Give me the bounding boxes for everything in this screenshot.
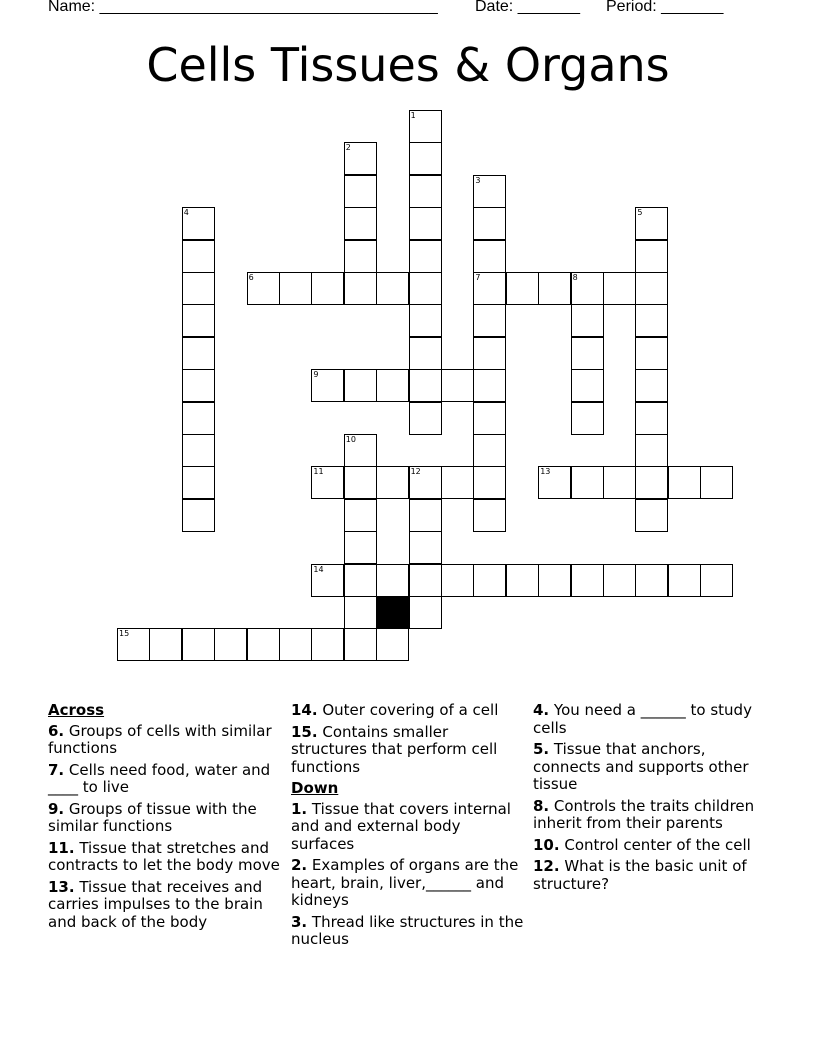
crossword-cell[interactable] [376,564,409,597]
crossword-cell[interactable] [635,564,668,597]
down-heading: Down [291,779,339,797]
crossword-cell[interactable] [409,564,442,597]
crossword-cell[interactable] [635,466,668,499]
crossword-cell[interactable] [182,402,215,435]
crossword-cell[interactable] [247,628,280,661]
crossword-cell[interactable] [344,207,377,240]
clue-text: Outer covering of a cell [317,701,499,719]
crossword-cell[interactable] [214,628,247,661]
crossword-cell[interactable] [376,272,409,305]
crossword-cell[interactable] [344,369,377,402]
crossword-cell[interactable] [441,369,474,402]
clue-item [48,840,283,875]
crossword-cell[interactable] [409,499,442,532]
crossword-cell[interactable] [182,499,215,532]
clue-item [291,857,527,910]
crossword-cell[interactable] [149,628,182,661]
clue-text: Control center of the cell [559,835,751,854]
clue-text: Groups of cells with similar functions [48,721,272,757]
crossword-cell[interactable] [344,628,377,661]
clue-text: You need a ______ to study cells [533,701,752,737]
clue-item [533,702,769,737]
crossword-cell[interactable] [182,240,215,273]
clue-item [291,702,527,720]
crossword-cell[interactable] [409,402,442,435]
crossword-cell[interactable] [409,369,442,402]
clue-text: Tissue that receives and carries impulses to the brain and back of the body [48,877,263,931]
clue-number: 2. [291,856,308,874]
clue-item [291,914,527,949]
clue-number: 15. [291,722,318,741]
crossword-cell[interactable] [538,272,571,305]
crossword-cell[interactable] [376,369,409,402]
crossword-cell[interactable] [279,272,312,305]
crossword-cell[interactable] [571,564,604,597]
clue-text: Cells need food, water and ____ to live [48,760,271,796]
crossword-cell[interactable] [376,628,409,661]
crossword-cell[interactable] [635,402,668,435]
clue-number-label: 5 [637,208,643,218]
clue-number-label: 13 [540,467,551,477]
clue-number: 10. [533,835,560,854]
clue-column-2 [291,702,527,953]
clue-number: 11. [48,838,75,857]
clue-item [533,858,769,893]
crossword-cell[interactable] [506,272,539,305]
crossword-cell[interactable] [344,466,377,499]
clue-item [48,879,283,932]
period-field[interactable]: Period: _______ [606,0,724,15]
clue-number-label: 2 [345,143,351,153]
clue-item [48,801,283,836]
clue-number: 7. [48,760,65,779]
crossword-cell[interactable] [571,466,604,499]
clue-number: 1. [291,799,308,818]
crossword-cell[interactable] [311,628,344,661]
crossword-cell[interactable] [603,564,636,597]
crossword-cell[interactable] [473,304,506,337]
crossword-cell[interactable] [311,272,344,305]
crossword-cell[interactable] [603,272,636,305]
crossword-cell[interactable] [473,207,506,240]
clue-number-label: 12 [410,467,421,477]
clue-number-label: 14 [313,564,324,574]
clue-number-label: 1 [410,111,416,120]
crossword-cell[interactable] [473,337,506,370]
clue-number: 12. [533,857,560,875]
clue-text: Groups of tissue with the similar functions [48,799,257,835]
crossword-cell[interactable] [409,142,442,175]
crossword-cell[interactable] [409,596,442,629]
name-field[interactable]: Name: ______________________________________ [48,0,438,15]
crossword-cell[interactable] [635,434,668,467]
crossword-cell[interactable] [668,466,701,499]
clue-number-label: 11 [313,467,324,477]
crossword-cell[interactable] [473,564,506,597]
crossword-cell[interactable] [182,337,215,370]
crossword-cell[interactable] [409,272,442,305]
crossword-cell[interactable] [182,628,215,661]
clue-item [533,798,769,833]
crossword-cell[interactable] [571,402,604,435]
crossword-cell[interactable] [409,207,442,240]
clue-number: 14. [291,701,318,719]
crossword-cell[interactable] [571,369,604,402]
crossword-cell[interactable] [635,272,668,305]
clue-text: Tissue that stretches and contracts to let the body move [48,838,280,874]
crossword-cell[interactable] [441,564,474,597]
clue-item [48,723,283,758]
clue-number-label: 9 [313,370,319,380]
clue-item [533,837,769,855]
crossword-cell[interactable] [344,564,377,597]
crossword-cell[interactable] [473,434,506,467]
crossword-cell[interactable] [409,240,442,273]
across-clue-list-continued [291,702,527,776]
clue-text: Controls the traits children inherit from their parents [533,796,755,832]
clue-number: 6. [48,721,65,740]
clue-text: What is the basic unit of structure? [533,857,747,893]
across-clue-list [48,723,283,932]
clue-item [533,741,769,794]
crossword-cell[interactable] [635,240,668,273]
crossword-cell[interactable] [700,564,733,597]
crossword-cell[interactable] [409,175,442,208]
across-heading: Across [48,701,105,719]
crossword-cell[interactable] [473,499,506,532]
crossword-cell[interactable] [344,596,377,629]
crossword-cell[interactable] [182,434,215,467]
clue-column-1 [48,702,283,935]
crossword-cell[interactable] [441,466,474,499]
blocked-cell [376,596,409,629]
clue-text: Tissue that covers internal and and external body surfaces [291,799,511,853]
clue-number-label: 10 [345,435,356,444]
clue-number: 9. [48,799,65,818]
crossword-cell[interactable] [571,304,604,337]
crossword-cell[interactable] [635,369,668,402]
crossword-cell[interactable] [635,499,668,532]
crossword-cell[interactable] [506,564,539,597]
crossword-cell[interactable] [376,466,409,499]
clue-number-label: 4 [183,208,189,218]
crossword-cell[interactable] [603,466,636,499]
clue-number: 4. [533,701,550,719]
crossword-cell[interactable] [409,304,442,337]
crossword-cell[interactable] [635,304,668,337]
crossword-cell[interactable] [344,499,377,532]
crossword-cell[interactable] [409,531,442,564]
crossword-cell[interactable] [409,337,442,370]
clue-item [291,724,527,777]
crossword-cell[interactable] [344,240,377,273]
clue-item [48,762,283,797]
clue-text: Thread like structures in the nucleus [291,912,524,948]
crossword-cell[interactable] [538,564,571,597]
clue-number-label: 7 [475,273,481,282]
page-title: Cells Tissues & Organs [146,38,670,92]
crossword-cell[interactable] [473,369,506,402]
clue-number: 5. [533,740,550,758]
down-clue-list [291,801,527,949]
crossword-cell[interactable] [473,240,506,273]
crossword-cell[interactable] [182,272,215,305]
date-field[interactable]: Date: _______ [475,0,580,15]
clue-item [291,801,527,854]
down-clue-list-continued [533,702,769,893]
crossword-cell[interactable] [700,466,733,499]
clue-number: 8. [533,796,550,815]
clue-text: Examples of organs are the heart, brain, liver,______ and kidneys [291,856,519,909]
crossword-cell[interactable] [182,369,215,402]
crossword-cell[interactable] [668,564,701,597]
clue-column-3 [533,702,769,897]
clue-number: 3. [291,912,308,931]
crossword-cell[interactable] [473,466,506,499]
crossword-cell[interactable] [473,402,506,435]
crossword-cell[interactable] [182,304,215,337]
clue-text: Tissue that anchors, connects and supports other tissue [533,740,749,793]
crossword-cell[interactable] [571,337,604,370]
clue-number-label: 8 [572,273,578,282]
clue-number-label: 3 [475,175,481,185]
clue-number-label: 6 [248,273,254,282]
clue-text: Contains smaller structures that perform cell functions [291,722,498,776]
crossword-cell[interactable] [344,531,377,564]
crossword-cell[interactable] [635,337,668,370]
crossword-cell[interactable] [279,628,312,661]
crossword-cell[interactable] [344,175,377,208]
clue-number-label: 15 [119,629,130,639]
crossword-cell[interactable] [344,272,377,305]
crossword-cell[interactable] [182,466,215,499]
clue-number: 13. [48,877,75,896]
